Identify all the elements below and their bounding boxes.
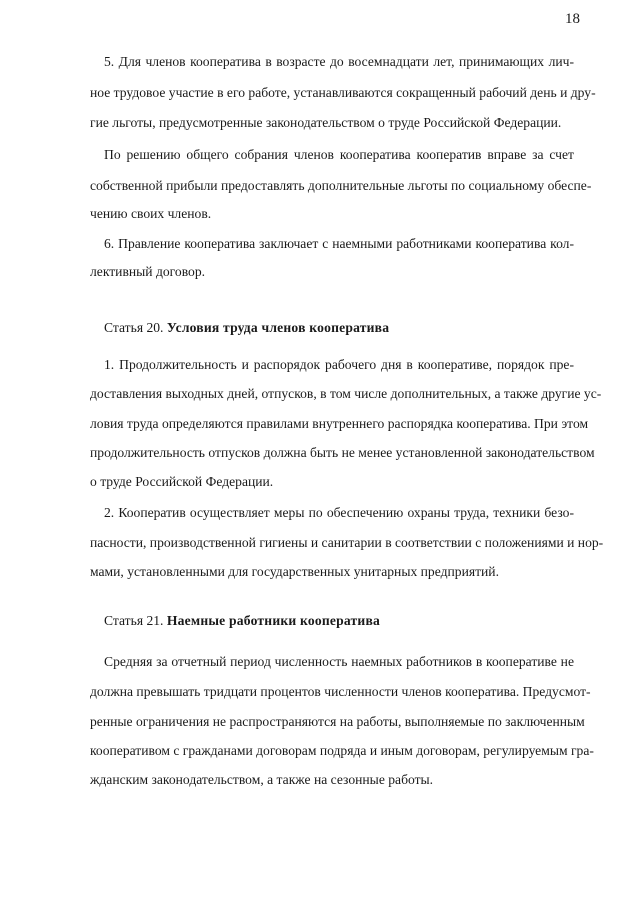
article-20-p2-line-3: мами, установленными для государственных унитарных предприятий. [90, 564, 499, 579]
paragraph-6-line-2: лективный договор. [90, 264, 206, 279]
article-21-number: Статья 21. [104, 613, 164, 628]
page-number: 18 [565, 11, 580, 27]
article-20-p1-line-5: о труде Российской Федерации. [90, 474, 274, 489]
paragraph-benefits-line-2: собственной прибыли предоставлять дополнительные льготы по социальному обеспе- [90, 178, 592, 193]
article-21-line-5: жданским законодательством, а также на сезонные работы. [90, 772, 434, 787]
article-20-p1-line-2: доставления выходных дней, отпусков, в том числе дополнительных, а также другие ус- [90, 386, 602, 401]
article-21-line-3: ренные ограничения не распространяются на работы, выполняемые по заключенным [90, 714, 585, 729]
paragraph-benefits-line-1: По решению общего собрания членов кооператива кооператив вправе за счет [104, 147, 574, 162]
article-21-heading [104, 612, 587, 629]
article-20-p1-line-3: ловия труда определяются правилами внутреннего распорядка кооператива. При этом [90, 416, 589, 431]
article-20-p1-line-4: продолжительность отпусков должна быть не менее установленной законодательством [90, 445, 595, 460]
article-21-line-1: Средняя за отчетный период численность наемных работников в кооперативе не [104, 654, 574, 669]
article-21-line-4: кооперативом с гражданами договорам подряда и иным договорам, регулируемым гра- [90, 743, 594, 758]
article-20-p1-line-1: 1. Продолжительность и распорядок рабочего дня в кооперативе, порядок пре- [104, 357, 574, 372]
paragraph-5-line-3: гие льготы, предусмотренные законодательством о труде Российской Федерации. [90, 115, 562, 130]
article-20-p2-line-2: пасности, производственной гигиены и санитарии в соответствии с положениями и нор- [90, 535, 604, 550]
article-20-heading [104, 319, 587, 336]
article-21-title: Наемные работники кооператива [166, 613, 380, 628]
paragraph-5-line-2: ное трудовое участие в его работе, устанавливаются сокращенный рабочий день и дру- [90, 85, 596, 100]
article-20-p2-line-1: 2. Кооператив осуществляет меры по обеспечению охраны труда, техники безо- [104, 505, 574, 520]
paragraph-5-line-1: 5. Для членов кооператива в возрасте до восемнадцати лет, принимающих лич- [104, 54, 574, 69]
paragraph-6-line-1: 6. Правление кооператива заключает с наемными работниками кооператива кол- [104, 236, 574, 251]
paragraph-benefits-line-3: чению своих членов. [90, 206, 212, 221]
article-20-title: Условия труда членов кооператива [166, 320, 390, 335]
article-20-number: Статья 20. [104, 320, 164, 335]
article-21-line-2: должна превышать тридцати процентов численности членов кооператива. Предусмот- [90, 684, 591, 699]
